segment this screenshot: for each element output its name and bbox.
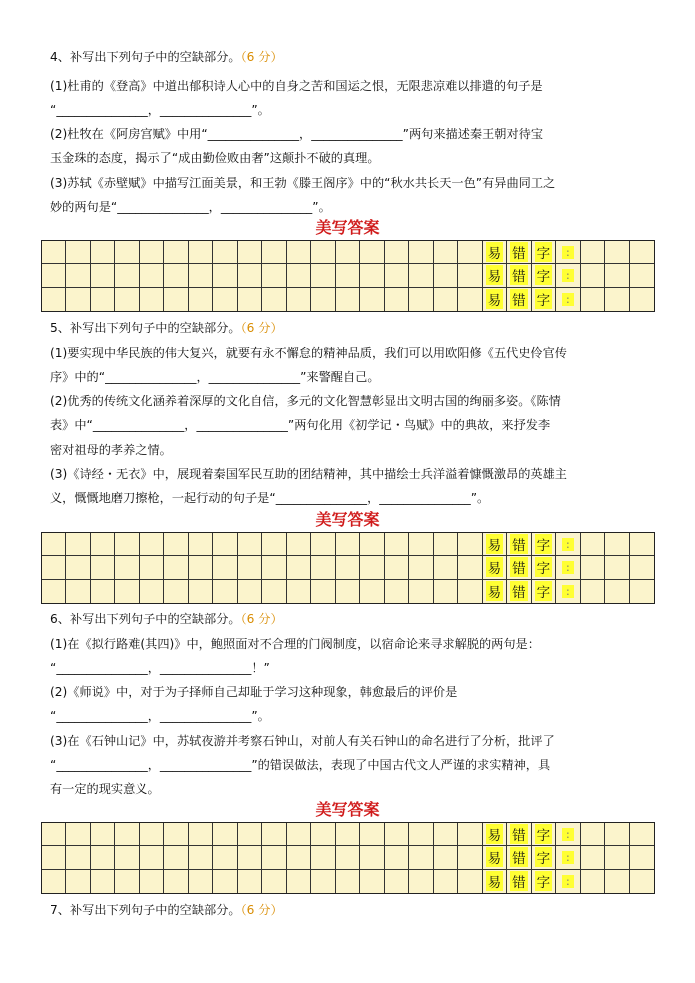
answer-cell[interactable] (189, 846, 213, 869)
answer-cell[interactable] (630, 823, 654, 846)
answer-cell[interactable] (434, 533, 458, 556)
answer-cell[interactable] (385, 556, 409, 579)
answer-cell[interactable] (213, 241, 237, 264)
answer-cell[interactable] (164, 288, 188, 311)
grid-label-cuo: 错 (507, 823, 531, 846)
answer-cell[interactable] (42, 846, 66, 869)
answer-cell[interactable] (434, 580, 458, 603)
answer-cell[interactable] (42, 823, 66, 846)
answer-cell[interactable] (360, 264, 384, 287)
answer-cell[interactable] (605, 288, 629, 311)
answer-cell[interactable] (238, 580, 262, 603)
question-5-line-2: 序》中的“_______________，_______________”来警醒自己。 (50, 370, 380, 384)
answer-cell[interactable] (213, 288, 237, 311)
question-5-line-3: (2)优秀的传统文化涵养着深厚的文化自信，多元的文化智慧彰显出文明古国的绚丽多姿。《陈情 (50, 394, 561, 408)
answer-cell[interactable] (605, 241, 629, 264)
answer-cell[interactable] (262, 288, 286, 311)
answer-cell[interactable] (605, 846, 629, 869)
question-4-line-2: “_______________，_______________”。 (50, 103, 270, 117)
question-4-line-1: (1)杜甫的《登高》中道出郁积诗人心中的自身之苦和国运之恨，无限悲凉难以排遣的句子是 (50, 79, 543, 93)
question-6-title: 6、补写出下列句子中的空缺部分。（6 分） (50, 612, 283, 626)
answer-cell[interactable] (385, 870, 409, 893)
answer-cell[interactable] (605, 533, 629, 556)
answer-cell[interactable] (336, 580, 360, 603)
grid-label-yi: 易 (483, 580, 507, 603)
answer-cell[interactable] (262, 264, 286, 287)
answer-cell[interactable] (409, 823, 433, 846)
answer-cell[interactable] (458, 580, 482, 603)
answer-cell[interactable] (581, 264, 605, 287)
grid-label-colon: : (556, 288, 580, 311)
answer-cell[interactable] (409, 870, 433, 893)
grid-label-colon: : (556, 264, 580, 287)
answer-cell[interactable] (66, 264, 90, 287)
answer-cell[interactable] (140, 846, 164, 869)
answer-cell[interactable] (311, 823, 335, 846)
answer-cell[interactable] (213, 580, 237, 603)
answer-cell[interactable] (360, 288, 384, 311)
grid-label-colon: : (556, 580, 580, 603)
answer-cell[interactable] (311, 264, 335, 287)
grid-label-cuo: 错 (507, 580, 531, 603)
answer-cell[interactable] (238, 241, 262, 264)
grid-label-zi: 字 (532, 533, 556, 556)
answer-cell[interactable] (311, 870, 335, 893)
grid-label-cuo: 错 (507, 264, 531, 287)
answer-cell[interactable] (434, 241, 458, 264)
answer-cell[interactable] (140, 580, 164, 603)
question-5-line-4: 表》中“_______________，_______________”两句化用《初学记・鸟赋》中的典故，来抒发李 (50, 418, 551, 432)
question-5-title: 5、补写出下列句子中的空缺部分。（6 分） (50, 321, 283, 335)
question-7-title: 7、补写出下列句子中的空缺部分。（6 分） (50, 903, 283, 917)
answer-cell[interactable] (91, 823, 115, 846)
answer-cell[interactable] (115, 823, 139, 846)
answer-cell[interactable] (287, 264, 311, 287)
answer-cell[interactable] (164, 264, 188, 287)
answer-cell[interactable] (189, 580, 213, 603)
grid-label-colon: : (556, 241, 580, 264)
question-5-line-1: (1)要实现中华民族的伟大复兴，就要有永不懈怠的精神品质，我们可以用欧阳修《五代史伶官传 (50, 346, 567, 360)
answer-cell[interactable] (581, 580, 605, 603)
question-5-line-5: 密对祖母的孝养之情。 (50, 443, 172, 457)
answer-cell[interactable] (409, 533, 433, 556)
grid-label-yi: 易 (483, 533, 507, 556)
answer-cell[interactable] (360, 823, 384, 846)
grid-label-zi: 字 (532, 846, 556, 869)
answer-cell[interactable] (311, 556, 335, 579)
answer-cell[interactable] (336, 264, 360, 287)
answer-cell[interactable] (581, 241, 605, 264)
answer-cell[interactable] (385, 264, 409, 287)
answer-cell[interactable] (164, 533, 188, 556)
answer-cell[interactable] (189, 288, 213, 311)
grid-label-zi: 字 (532, 870, 556, 893)
answer-cell[interactable] (164, 580, 188, 603)
answer-cell[interactable] (115, 846, 139, 869)
answer-cell[interactable] (115, 264, 139, 287)
answer-cell[interactable] (189, 823, 213, 846)
answer-cell[interactable] (630, 533, 654, 556)
question-4-title: 4、补写出下列句子中的空缺部分。（6 分） (50, 50, 283, 64)
grid-label-yi: 易 (483, 556, 507, 579)
grid-label-cuo: 错 (507, 556, 531, 579)
answer-cell[interactable] (458, 556, 482, 579)
question-4-line-6: 妙的两句是“_______________，_______________”。 (50, 200, 331, 214)
grid-label-yi: 易 (483, 288, 507, 311)
answer-cell[interactable] (311, 241, 335, 264)
answer-grid-3[interactable] (41, 822, 655, 894)
answer-cell[interactable] (385, 533, 409, 556)
answer-cell[interactable] (238, 846, 262, 869)
answer-cell[interactable] (140, 241, 164, 264)
answer-cell[interactable] (262, 846, 286, 869)
answer-cell[interactable] (336, 870, 360, 893)
grid-label-cuo: 错 (507, 533, 531, 556)
answer-cell[interactable] (311, 846, 335, 869)
answer-cell[interactable] (262, 870, 286, 893)
grid-label-zi: 字 (532, 823, 556, 846)
answer-cell[interactable] (581, 846, 605, 869)
answer-cell[interactable] (311, 533, 335, 556)
answer-cell[interactable] (630, 288, 654, 311)
answer-cell[interactable] (115, 241, 139, 264)
answer-heading-3: 美写答案 (315, 800, 380, 819)
answer-cell[interactable] (115, 556, 139, 579)
answer-cell[interactable] (581, 870, 605, 893)
answer-cell[interactable] (434, 288, 458, 311)
answer-cell[interactable] (42, 870, 66, 893)
answer-cell[interactable] (262, 823, 286, 846)
answer-cell[interactable] (360, 846, 384, 869)
answer-cell[interactable] (434, 556, 458, 579)
answer-cell[interactable] (66, 533, 90, 556)
answer-cell[interactable] (140, 556, 164, 579)
answer-cell[interactable] (458, 264, 482, 287)
answer-cell[interactable] (66, 823, 90, 846)
answer-cell[interactable] (91, 870, 115, 893)
grid-label-colon: : (556, 846, 580, 869)
grid-label-colon: : (556, 823, 580, 846)
answer-cell[interactable] (140, 870, 164, 893)
question-5-line-6: (3)《诗经・无衣》中，展现着秦国军民互助的团结精神，其中描绘士兵洋溢着慷慨激昂的英雄主 (50, 467, 567, 481)
answer-cell[interactable] (360, 556, 384, 579)
answer-cell[interactable] (164, 846, 188, 869)
answer-cell[interactable] (213, 823, 237, 846)
answer-cell[interactable] (409, 556, 433, 579)
answer-cell[interactable] (91, 580, 115, 603)
answer-cell[interactable] (360, 241, 384, 264)
answer-cell[interactable] (42, 580, 66, 603)
answer-cell[interactable] (385, 241, 409, 264)
answer-cell[interactable] (385, 823, 409, 846)
answer-cell[interactable] (287, 556, 311, 579)
grid-label-colon: : (556, 556, 580, 579)
answer-cell[interactable] (336, 288, 360, 311)
answer-cell[interactable] (458, 870, 482, 893)
answer-cell[interactable] (262, 556, 286, 579)
answer-cell[interactable] (360, 870, 384, 893)
answer-cell[interactable] (140, 288, 164, 311)
grid-label-yi: 易 (483, 870, 507, 893)
answer-heading-1: 美写答案 (315, 218, 380, 237)
answer-cell[interactable] (630, 580, 654, 603)
answer-cell[interactable] (630, 264, 654, 287)
answer-cell[interactable] (91, 264, 115, 287)
answer-grid-1[interactable] (41, 240, 655, 312)
question-6-line-4: “_______________，_______________”。 (50, 709, 270, 723)
answer-cell[interactable] (189, 870, 213, 893)
answer-cell[interactable] (336, 241, 360, 264)
question-6-line-2: “_______________，_______________！” (50, 661, 270, 675)
answer-cell[interactable] (581, 823, 605, 846)
answer-cell[interactable] (164, 870, 188, 893)
answer-cell[interactable] (238, 264, 262, 287)
answer-cell[interactable] (630, 556, 654, 579)
answer-cell[interactable] (164, 823, 188, 846)
answer-cell[interactable] (605, 823, 629, 846)
answer-cell[interactable] (605, 870, 629, 893)
grid-label-cuo: 错 (507, 870, 531, 893)
answer-cell[interactable] (42, 556, 66, 579)
grid-label-yi: 易 (483, 264, 507, 287)
answer-cell[interactable] (287, 846, 311, 869)
answer-cell[interactable] (238, 288, 262, 311)
answer-cell[interactable] (581, 533, 605, 556)
answer-cell[interactable] (66, 241, 90, 264)
grid-label-zi: 字 (532, 288, 556, 311)
answer-cell[interactable] (336, 823, 360, 846)
answer-cell[interactable] (213, 870, 237, 893)
answer-cell[interactable] (140, 823, 164, 846)
answer-cell[interactable] (115, 288, 139, 311)
answer-cell[interactable] (385, 846, 409, 869)
answer-cell[interactable] (262, 533, 286, 556)
grid-label-zi: 字 (532, 241, 556, 264)
answer-cell[interactable] (311, 580, 335, 603)
answer-cell[interactable] (336, 533, 360, 556)
answer-cell[interactable] (385, 288, 409, 311)
answer-cell[interactable] (336, 556, 360, 579)
answer-cell[interactable] (213, 846, 237, 869)
grid-label-colon: : (556, 870, 580, 893)
question-6-line-3: (2)《师说》中，对于为子择师自己却耻于学习这种现象，韩愈最后的评价是 (50, 685, 458, 699)
answer-cell[interactable] (189, 241, 213, 264)
answer-cell[interactable] (42, 264, 66, 287)
answer-cell[interactable] (66, 288, 90, 311)
answer-cell[interactable] (458, 533, 482, 556)
answer-cell[interactable] (458, 288, 482, 311)
answer-cell[interactable] (238, 556, 262, 579)
answer-cell[interactable] (605, 556, 629, 579)
answer-cell[interactable] (164, 241, 188, 264)
answer-cell[interactable] (360, 580, 384, 603)
answer-cell[interactable] (66, 870, 90, 893)
answer-cell[interactable] (434, 846, 458, 869)
grid-label-yi: 易 (483, 241, 507, 264)
answer-cell[interactable] (434, 264, 458, 287)
answer-cell[interactable] (458, 241, 482, 264)
answer-cell[interactable] (287, 823, 311, 846)
answer-cell[interactable] (409, 264, 433, 287)
answer-cell[interactable] (238, 870, 262, 893)
answer-cell[interactable] (115, 580, 139, 603)
answer-cell[interactable] (409, 241, 433, 264)
answer-cell[interactable] (458, 846, 482, 869)
answer-cell[interactable] (360, 533, 384, 556)
grid-label-cuo: 错 (507, 288, 531, 311)
answer-cell[interactable] (213, 556, 237, 579)
answer-cell[interactable] (91, 288, 115, 311)
answer-cell[interactable] (311, 288, 335, 311)
answer-cell[interactable] (605, 580, 629, 603)
answer-cell[interactable] (91, 846, 115, 869)
answer-heading-2: 美写答案 (315, 510, 380, 529)
grid-label-yi: 易 (483, 846, 507, 869)
answer-cell[interactable] (605, 264, 629, 287)
answer-cell[interactable] (213, 533, 237, 556)
question-4-line-3: (2)杜牧在《阿房宫赋》中用“_______________，_______________”两句来描述秦王朝对待宝 (50, 127, 544, 141)
answer-cell[interactable] (140, 533, 164, 556)
question-4-line-5: (3)苏轼《赤壁赋》中描写江面美景，和王勃《滕王阁序》中的“秋水共长天一色”有异曲同工之 (50, 176, 556, 190)
answer-cell[interactable] (91, 556, 115, 579)
answer-cell[interactable] (164, 556, 188, 579)
grid-label-zi: 字 (532, 556, 556, 579)
answer-cell[interactable] (189, 556, 213, 579)
answer-cell[interactable] (213, 264, 237, 287)
answer-cell[interactable] (458, 823, 482, 846)
answer-cell[interactable] (287, 870, 311, 893)
answer-cell[interactable] (409, 288, 433, 311)
answer-cell[interactable] (336, 846, 360, 869)
answer-cell[interactable] (409, 846, 433, 869)
grid-label-yi: 易 (483, 823, 507, 846)
answer-cell[interactable] (287, 580, 311, 603)
grid-label-cuo: 错 (507, 846, 531, 869)
answer-cell[interactable] (262, 241, 286, 264)
answer-cell[interactable] (189, 533, 213, 556)
answer-cell[interactable] (42, 241, 66, 264)
answer-cell[interactable] (581, 556, 605, 579)
question-6-line-5: (3)在《石钟山记》中，苏轼夜游并考察石钟山，对前人有关石钟山的命名进行了分析，批评了 (50, 734, 555, 748)
answer-cell[interactable] (287, 533, 311, 556)
answer-cell[interactable] (385, 580, 409, 603)
answer-cell[interactable] (581, 288, 605, 311)
answer-cell[interactable] (287, 288, 311, 311)
question-5-line-7: 义，慨慨地磨刀擦枪，一起行动的句子是“_______________，_______________”。 (50, 491, 490, 505)
answer-cell[interactable] (238, 823, 262, 846)
answer-cell[interactable] (189, 264, 213, 287)
answer-grid-2[interactable] (41, 532, 655, 604)
answer-cell[interactable] (91, 241, 115, 264)
grid-label-cuo: 错 (507, 241, 531, 264)
answer-cell[interactable] (630, 870, 654, 893)
answer-cell[interactable] (66, 556, 90, 579)
answer-cell[interactable] (42, 533, 66, 556)
question-4-line-4: 玉金珠的态度，揭示了“成由勤俭败由奢”这颠扑不破的真理。 (50, 151, 380, 165)
question-6-line-7: 有一定的现实意义。 (50, 782, 160, 796)
answer-cell[interactable] (238, 533, 262, 556)
grid-label-zi: 字 (532, 264, 556, 287)
answer-cell[interactable] (66, 580, 90, 603)
answer-cell[interactable] (140, 264, 164, 287)
answer-cell[interactable] (287, 241, 311, 264)
answer-cell[interactable] (434, 870, 458, 893)
question-6-line-1: (1)在《拟行路难(其四)》中，鲍照面对不合理的门阀制度，以宿命论来寻求解脱的两句是： (50, 637, 540, 651)
answer-cell[interactable] (434, 823, 458, 846)
answer-cell[interactable] (115, 533, 139, 556)
answer-cell[interactable] (409, 580, 433, 603)
answer-cell[interactable] (115, 870, 139, 893)
question-6-line-6: “_______________，_______________”的错误做法，表现了中国古代文人严谨的求实精神，具 (50, 758, 551, 772)
answer-cell[interactable] (630, 241, 654, 264)
grid-label-colon: : (556, 533, 580, 556)
answer-cell[interactable] (66, 846, 90, 869)
answer-cell[interactable] (630, 846, 654, 869)
answer-cell[interactable] (42, 288, 66, 311)
answer-cell[interactable] (262, 580, 286, 603)
answer-cell[interactable] (91, 533, 115, 556)
grid-label-zi: 字 (532, 580, 556, 603)
